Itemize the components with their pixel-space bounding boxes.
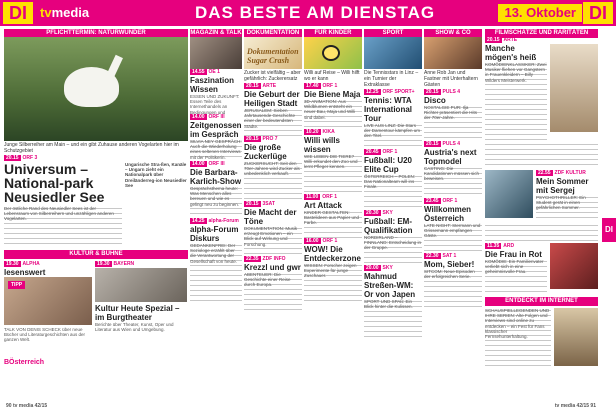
tipp-sticker: TIPP	[8, 281, 25, 289]
date-badge: 13. Oktober	[498, 4, 582, 22]
show-photo	[424, 37, 482, 69]
film-title-1: Manche mögen's heiß	[485, 44, 537, 62]
film-title-3: Die Frau in Rot	[485, 250, 542, 259]
day-side-tab: DI	[602, 218, 616, 242]
section-bar-magazin: MAGAZIN & TALK	[190, 30, 242, 36]
section-bar-kinder: FÜR KINDER	[304, 29, 362, 38]
film-photo-3	[550, 243, 598, 289]
column-pflichttermin: Junge Silberreiher am Main – und ein gibt Zuhause anderen Vogelarten hier im Schutzgebiet 20.15 ORF 3 Universum – National-park Neusiedler See Der östliche Rand des Neusiedler Sees ist der Lebensraum von Silberreihern und unzähligen anderen Vogelarten. Ungarische Stra-ßen, Kanäle – Ungarn zieht ein Nationalpark über Dreiländerreg-ion Neusiedler See KULTUR & BÜHNE 19.30 ALPHA lesenswert TIPP TALK VON DENIS SCHECK über neue Bücher und Literaturgeschichten aus der ganzen Welt. BÖsterreich 19.30 BAYERN Kultur Heute Spezial – im Burgtheater Berichte über Theater, Kunst, Oper und Literatur aus Wien und Umgebung.	[4, 37, 188, 395]
film-title-2: Mein Sommer mit Sergej	[536, 177, 589, 195]
page-number-right: tv media 42/15 91	[554, 403, 596, 409]
film-photo-1	[550, 44, 598, 132]
film-photo-2	[485, 170, 533, 218]
author-photo	[4, 277, 92, 325]
maja-photo	[304, 37, 362, 69]
column-show: Anne Rob Jan und Fastner mit Unterhaltern Gästen 20.15 PULS 4 Disco NOSTALGIE PUR: Ilja Richter präsentiert die Hits der 70er-Jahre. 20.15 PULS 4 Austria's next Topmodel CASTING: Die Kandidatinnen müssen sich beweisen. 23.45 ORF 1 Willkommen Österreich LATE NIGHT: Stermann und Grissemann empfangen Gäste. 22.30 SAT 1 Mom, Sieber! SITCOM: Neue Episoden der erfolgreichen Serie.	[424, 37, 482, 395]
column-doku: Dokumentation Sugar Crash Zucker ist vielfältig – aber gefährlich: Zuckerersatz 20.15 ARTE Die Geburt der Heiligen Stadt JERUSALEM: Sieben Jahrtausende Geschichte einer der bedeutendsten Städte. 20.15 PRO 7 Die große Zuckerlüge ZUCKERSUCHT: Seit den 70er-Jahren wird Zucker als unbedenklich verkauft. 20.15 3SAT Die Macht der Töne DOKUMENTATION: Musik erzeugt Emotionen – ein Blick auf Wirkung und Forschung. 22.35 ZDF INFO Krezzl und gwr ABENTEUER: Die Geschichte einer Reise durch Europa.	[244, 37, 302, 395]
internet-photo	[554, 308, 598, 366]
tennis-photo	[364, 37, 422, 69]
kultur-title-2: Kultur Heute Spezial – im Burgtheater	[95, 304, 180, 322]
magazine-logo: tvmedia	[40, 5, 90, 20]
broadcast-info: 20.15 ORF 3	[6, 155, 38, 161]
talk-photo	[190, 37, 242, 69]
section-bar-internet: ENTDECKT IM INTERNET	[485, 297, 598, 306]
section-bar-doku: DOKUMENTATION	[244, 29, 302, 38]
brand-label: BÖsterreich	[4, 359, 45, 366]
section-bar-kultur: KULTUR & BÜHNE	[4, 250, 188, 259]
section-bar-show: SHOW & CO	[424, 29, 482, 38]
side-note: Ungarische Stra-ßen, Kanäle – Ungarn zieht ein Nationalpark über Dreiländerreg-ion Neusiedler See	[125, 162, 187, 188]
page-headline: DAS BESTE AM DIENSTAG	[195, 3, 436, 22]
day-tab-left: DI	[3, 2, 33, 24]
kultur-title-1: lesenswert	[4, 268, 46, 277]
section-bar-sport: SPORT	[364, 29, 422, 38]
feature-title: Universum – National-park Neusiedler See	[4, 161, 105, 205]
photo-caption: Junge Silberreiher am Main – und ein gibt Zuhause anderen Vogelarten hier im Schutzgebiet	[4, 142, 179, 154]
heron-photo	[4, 37, 188, 141]
section-bar-filmschaetze: FILMSCHÄTZE UND RARITÄTEN	[485, 29, 598, 38]
column-sport: Die Tennisstars in Linz – ein Turnier der Extraklasse 12.25 ORF SPORT+ Tennis: WTA International Tour LIVE AUS LINZ: Die Stars der Damentour kämpfen um den Titel. 20.45 ORF 1 Fußball: U20 Elite Cup ÖSTERREICH – POLEN: Das Nationalteam will ins Finale. 20.30 SKY Fußball: EM-Qualifikation NORDIRLAND – FINNLAND: Entscheidung in der Gruppe. 20.00 SKY Mahmud Streßen-WM: Or von Japen SPORT UND SPAß: Ein Blick hinter die Kulissen.	[364, 37, 422, 395]
day-tab-right: DI	[583, 2, 613, 24]
sugar-photo: Dokumentation Sugar Crash	[244, 37, 302, 69]
column-filmschaetze: 20.15 ARTE Manche mögen's heiß KOMÖDIENKLASSIKER: Zwei Musiker fliehen vor Gangstern in Frauenkleidern – Billy Wilders Meisterwerk. 22.55 ZDF KULTUR Mein Sommer mit Sergej PSYCHOTHRILLER: Ein Student gerät in einen gefährlichen Sommer. 11.35 ARD Die Frau in Rot KOMÖDIE: Ein Familienvater verliebt sich in eine geheimnisvolle Frau. ENTDECKT IM INTERNET SCHAUSPIELLEGENDEN UND IHRE SERIEN: Alte Folgen und Interviews sind online zu entdecken – ein Fest für Fans klassischer Fernsehunterhaltung.	[485, 37, 598, 395]
top-banner	[0, 0, 616, 26]
theatre-photo	[95, 268, 187, 302]
column-kinder: Willi auf Reise – Willi hilft wo er kann 17.40 ORF 1 Die Biene Maja 3D-ANIMATION: Aus Wildblumen entsteht ein neuer Bau, Maja und Willi sind dabei. 10.20 KIKA Willi wills wissen WIE LEBEN DIE TIERE? Willi erkundet den Zoo und lernt Pfleger kennen. 11.00 ORF 1 Art Attack KINDER GESTALTEN: Bastelideen aus Papier und Farbe. 16.00 ORF 1 WOW! Die Entdeckerzone WISSEN: Forscher zeigen Experimente für junge Zuschauer.	[304, 37, 362, 395]
feature-text: Der östliche Rand des Neusiedler Sees ist der Lebensraum von Silberreihern und unzähligen anderen Vogelarten.	[4, 206, 122, 244]
column-magazin: 14.55 OE 1 Faszination Wissen ESSEN UND ZUKUNFT: Essen Teile des Internethandels an Bedingungen und 14.00 ORF III Zeitgenossen im Gespräch SILVIA NEY GESPRÄCH: Auch die Wiederholung eines seltenen Interviews mit der Politikerin. 14.00 ORF III Die Barbara-Karlich-Show Gesprächsthema heute: Was Menschen alles bereuen und wie es gelingt neu zu beginnen. 14.25 alpha-Forum alpha-Forum Diskurs GEDANKENFREI: Der Soziologe erzählt über die Verantwortung der Gesellschaft von heute.	[190, 37, 242, 395]
section-bar-pflichttermin: PFLICHTTERMIN: NATURWUNDER	[4, 29, 188, 38]
page-number-left: 90 tv media 42/15	[6, 403, 48, 409]
